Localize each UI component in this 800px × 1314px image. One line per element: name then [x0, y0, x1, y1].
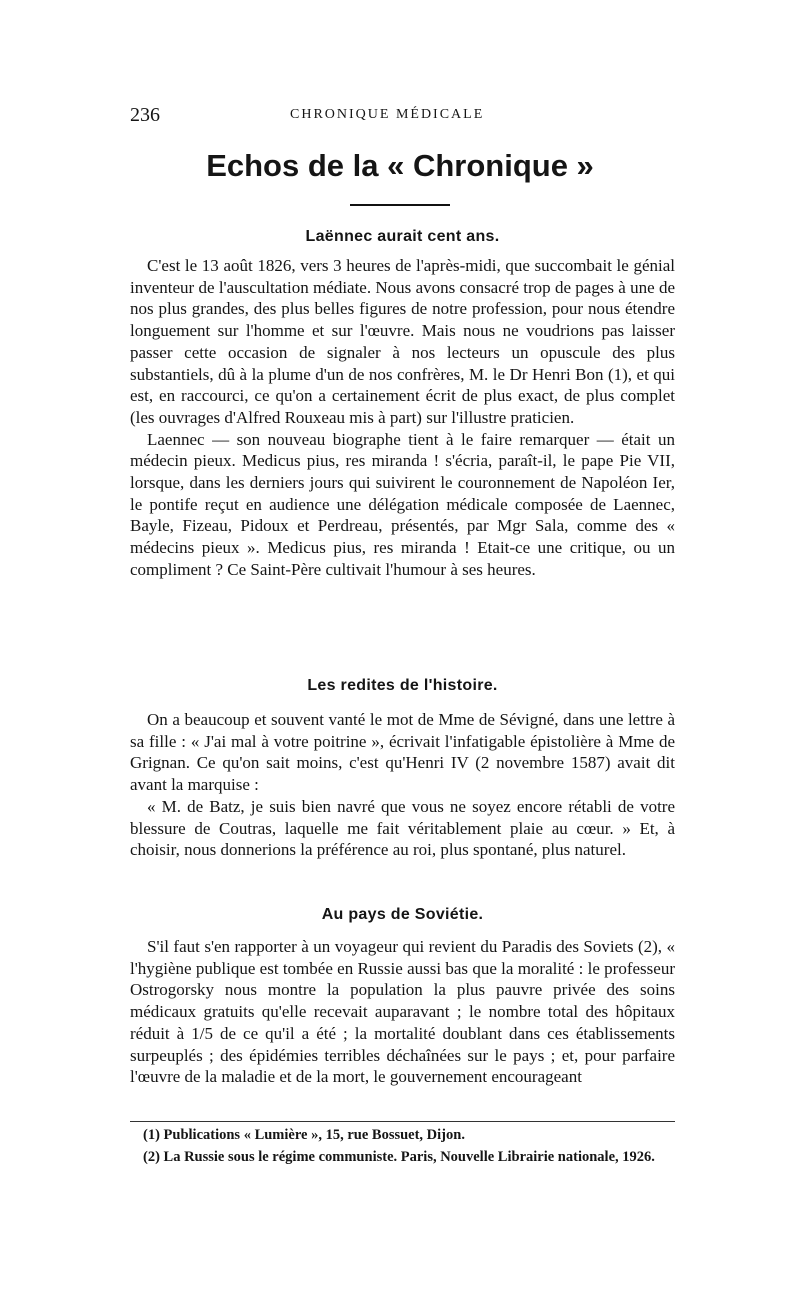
footnote: (2) La Russie sous le régime communiste. Paris, Nouvelle Librairie nationale, 1926.	[143, 1149, 655, 1165]
footnote: (1) Publications « Lumière », 15, rue Bossuet, Dijon.	[143, 1127, 465, 1143]
paragraph: C'est le 13 août 1826, vers 3 heures de l'après-midi, que succombait le génial inventeur de l'auscultation médiate. Nous avons consacré trop de pages à une de nos plus grandes, des plus belles figures de notre profession, pour nous étendre longuement sur l'homme et sur l'œuvre. Mais nous ne voudrions pas laisser passer cette occasion de signaler à nos lecteurs un opuscule des plus substantiels, dû à la plume d'un de nos confrères, M. le Dr Henri Bon (1), et qui est, en raccourci, ce qu'on a certainement écrit de plus exact, de plus complet (les ouvrages d'Alfred Rouxeau mis à part) sur l'illustre praticien.	[130, 256, 675, 427]
section-redites	[130, 677, 675, 861]
page-title: Echos de la « Chronique »	[206, 148, 594, 183]
paragraph: S'il faut s'en rapporter à un voyageur qui revient du Paradis des Soviets (2), « l'hygiène publique est tombée en Russie aussi bas que la moralité : le professeur Ostrogorsky nous montre la population la plus pauvre privée des soins médicaux gratuits qu'elle recevait auparavant ; le nombre total des hôpitaux réduit à 1/5 de ce qu'il a été ; la mortalité doublant dans ces établissements surpeuplés ; des épidémies terribles déchaînées sur le pays ; et, pour parfaire l'œuvre de la maladie et de la mort, le gouvernement encourageant	[130, 937, 675, 1087]
paragraph: Laennec — son nouveau biographe tient à le faire remarquer — était un médecin pieux. Medicus pius, res miranda ! s'écria, paraît-il, le pape Pie VII, lorsque, dans les derniers jours qui suivirent le couronnement de Napoléon Ier, le pontife reçut en audience une délégation médicale composée de Laennec, Bayle, Fizeau, Pidoux et Perdreau, présentés, par Mgr Sala, comme des « médecins pieux ». Medicus pius, res miranda ! Etait-ce une critique, ou un compliment ? Ce Saint-Père cultivait l'humour à ses heures.	[130, 429, 675, 579]
section-heading: Laënnec aurait cent ans.	[305, 228, 500, 245]
title-divider	[350, 204, 450, 206]
section-heading: Les redites de l'histoire.	[307, 677, 498, 694]
running-title: CHRONIQUE MÉDICALE	[290, 107, 485, 122]
paragraph: « M. de Batz, je suis bien navré que vous ne soyez encore rétabli de votre blessure de Coutras, laquelle me fait véritablement plaie au cœur. » Et, à choisir, nous donnerions la préférence au roi, plus spontané, plus naturel.	[130, 796, 675, 860]
paragraph: On a beaucoup et souvent vanté le mot de Mme de Sévigné, dans une lettre à sa fille : « J'ai mal à votre poitrine », écrivait l'infatigable épistolière à Mme de Grignan. Ce qu'on sait moins, c'est qu'Henri IV (2 novembre 1587) avait dit avant la marquise :	[130, 710, 675, 795]
page-number: 236	[130, 104, 160, 126]
section-sovietie	[130, 906, 675, 1088]
footnotes	[143, 1124, 683, 1168]
footnote-divider	[130, 1121, 675, 1122]
section-laennec	[130, 228, 675, 581]
section-heading: Au pays de Soviétie.	[321, 906, 484, 923]
page-header	[130, 104, 675, 130]
